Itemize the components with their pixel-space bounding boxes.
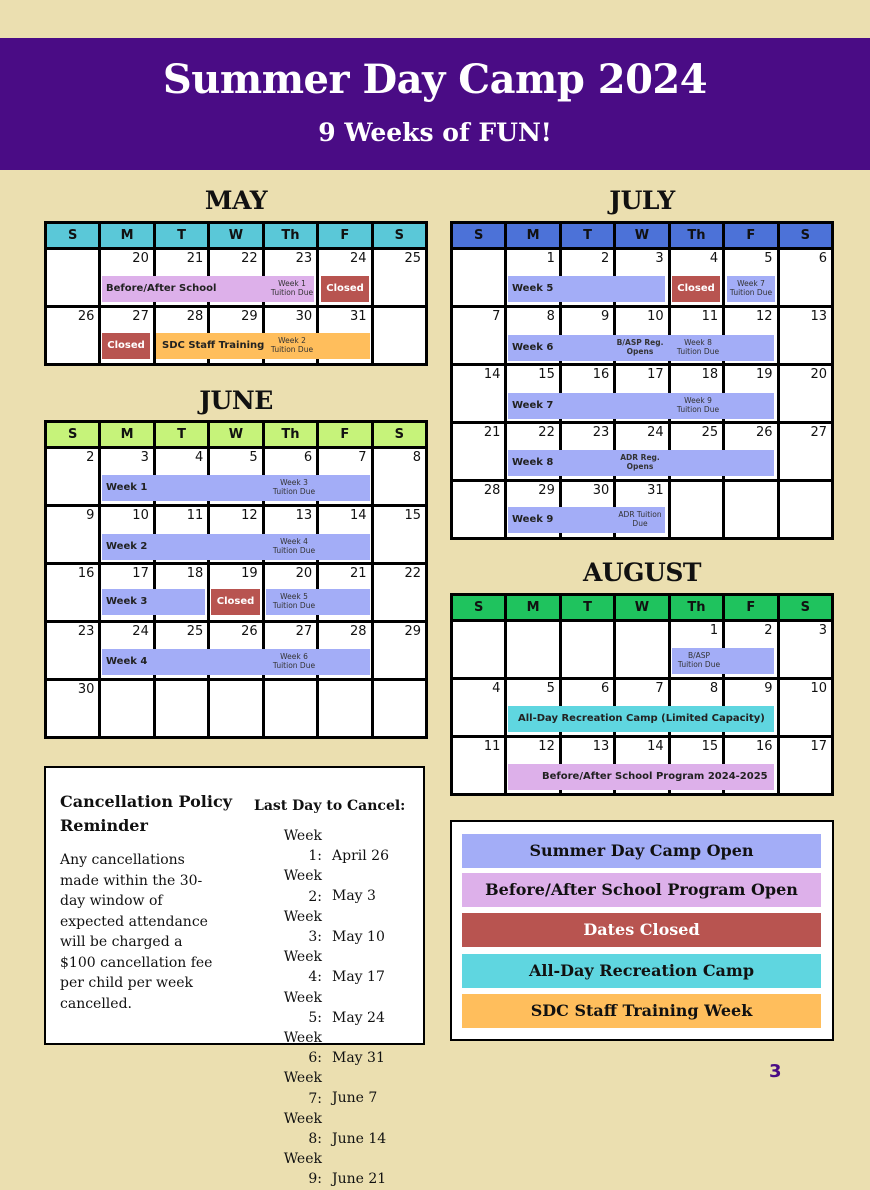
calendar-day: 12 (724, 307, 778, 365)
calendar-day: 23 (560, 423, 614, 481)
calendar-day: 25 (372, 249, 426, 307)
calendar-day: 29 (372, 622, 426, 680)
deadline-date: April 26 (332, 848, 389, 865)
title-banner (0, 38, 870, 170)
calendar-day: 3 (778, 621, 832, 679)
calendar-day: 30 (46, 680, 100, 738)
calendar-day: 30 (560, 481, 614, 539)
cancel-deadline-heading: Last Day to Cancel: (254, 798, 406, 814)
legend-staff-training: SDC Staff Training Week (462, 994, 821, 1028)
calendar-day: 27 (263, 622, 317, 680)
calendar-day: 6 (263, 448, 317, 506)
deadline-row (266, 907, 389, 947)
month-title-july: JULY (609, 186, 675, 215)
calendar-day: 21 (452, 423, 506, 481)
calendar-may (44, 221, 428, 366)
calendar-day (724, 481, 778, 539)
calendar-day: 13 (560, 737, 614, 795)
calendar-day: 11 (154, 506, 208, 564)
event-note: ADR Reg. Opens (620, 453, 660, 471)
calendar-day (778, 481, 832, 539)
calendar-day: 21 (154, 249, 208, 307)
calendar-day (452, 621, 506, 679)
event-note: Week 9 Tuition Due (676, 396, 720, 414)
cancellation-policy (44, 766, 425, 1188)
calendar-day: 16 (46, 564, 100, 622)
legend-recreation-camp: All-Day Recreation Camp (462, 954, 821, 988)
calendar-day: 20 (263, 564, 317, 622)
calendar-day: 8 (372, 448, 426, 506)
calendar-day: 22 (372, 564, 426, 622)
calendar-day: 17 (100, 564, 154, 622)
calendar-day: 30 (263, 307, 317, 365)
deadline-row (266, 866, 389, 906)
calendar-day: 19 (724, 365, 778, 423)
calendar-day: 22 (209, 249, 263, 307)
weekday-header: Th (669, 595, 723, 621)
event-note: Week 7 Tuition Due (729, 279, 773, 297)
calendar-day: 7 (615, 679, 669, 737)
calendar-day (560, 621, 614, 679)
calendar-day: 20 (100, 249, 154, 307)
calendar-day: 31 (615, 481, 669, 539)
color-legend (450, 820, 834, 1041)
calendar-grid (450, 221, 834, 540)
calendar-day: 24 (615, 423, 669, 481)
calendar-day: 14 (452, 365, 506, 423)
calendar-day: 18 (154, 564, 208, 622)
deadline-date: May 3 (332, 888, 376, 905)
calendar-day (372, 307, 426, 365)
policy-heading: Cancellation Policy Reminder (60, 792, 232, 835)
weekday-header: W (209, 422, 263, 448)
deadline-date: May 24 (332, 1009, 385, 1026)
deadline-week: Week 3: (283, 908, 322, 946)
calendar-day: 12 (209, 506, 263, 564)
calendar-day: 2 (46, 448, 100, 506)
deadline-date: June 21 (332, 1171, 387, 1188)
calendar-day (372, 680, 426, 738)
event-label: Before/After School (106, 283, 217, 294)
calendar-august (450, 593, 834, 796)
calendar-day: 31 (318, 307, 372, 365)
deadline-week: Week 8: (283, 1110, 322, 1148)
weekday-header: F (724, 595, 778, 621)
calendar-day: 6 (778, 249, 832, 307)
event-note: Week 8 Tuition Due (676, 338, 720, 356)
weekday-header: S (372, 223, 426, 249)
deadline-week: Week 1: (283, 828, 322, 865)
deadline-date: May 31 (332, 1050, 385, 1067)
calendar-day: 8 (669, 679, 723, 737)
calendar-july (450, 221, 834, 540)
calendar-day: 29 (209, 307, 263, 365)
event-label: Week 1 (106, 482, 148, 493)
calendar-grid (44, 420, 428, 739)
calendar-day: 13 (778, 307, 832, 365)
calendar-day: 28 (318, 622, 372, 680)
calendar-day (452, 249, 506, 307)
page-title: Summer Day Camp 2024 (162, 56, 708, 103)
calendar-day: 22 (506, 423, 560, 481)
weekday-header: Th (669, 223, 723, 249)
calendar-day: 26 (724, 423, 778, 481)
deadline-date: May 17 (332, 969, 385, 986)
page-subtitle: 9 Weeks of FUN! (318, 118, 552, 147)
event-label: Week 4 (106, 656, 148, 667)
calendar-day (263, 680, 317, 738)
calendar-day: 3 (615, 249, 669, 307)
calendar-day: 9 (724, 679, 778, 737)
calendar-day: 28 (452, 481, 506, 539)
weekday-header: W (209, 223, 263, 249)
weekday-header: S (778, 595, 832, 621)
event-note: Week 4 Tuition Due (272, 537, 316, 555)
weekday-header: W (615, 595, 669, 621)
deadline-week: Week 4: (283, 949, 322, 986)
calendar-day: 28 (154, 307, 208, 365)
calendar-day: 19 (209, 564, 263, 622)
legend-camp-open: Summer Day Camp Open (462, 834, 821, 868)
deadline-row (266, 1028, 389, 1068)
calendar-day: 14 (615, 737, 669, 795)
weekday-header: S (46, 223, 100, 249)
event-label: Week 9 (512, 514, 554, 525)
event-label: Week 7 (512, 400, 554, 411)
calendar-day: 26 (46, 307, 100, 365)
calendar-day: 9 (46, 506, 100, 564)
deadline-week: Week 6: (283, 1030, 322, 1067)
weekday-header: M (506, 595, 560, 621)
calendar-day (209, 680, 263, 738)
event-label: Closed (107, 340, 145, 351)
calendar-day: 11 (669, 307, 723, 365)
weekday-header: T (154, 422, 208, 448)
calendar-day: 15 (669, 737, 723, 795)
event-note: ADR Tuition Due (618, 510, 662, 528)
calendar-day: 8 (506, 307, 560, 365)
weekday-header: M (100, 422, 154, 448)
legend-dates-closed: Dates Closed (462, 913, 821, 947)
weekday-header: S (452, 595, 506, 621)
calendar-day: 4 (154, 448, 208, 506)
event-label: Closed (677, 283, 715, 294)
page-number: 3 (769, 1061, 782, 1082)
calendar-day: 18 (669, 365, 723, 423)
calendar-day: 2 (724, 621, 778, 679)
weekday-header: Th (263, 422, 317, 448)
event-note: Week 3 Tuition Due (272, 478, 316, 496)
weekday-header: S (778, 223, 832, 249)
calendar-day: 29 (506, 481, 560, 539)
calendar-day (154, 680, 208, 738)
policy-text: Any cancellations made within the 30-day window of expected attendance will be charged a $100 cancellation fee per child per week cancelled. (60, 852, 213, 1012)
weekday-header: T (560, 223, 614, 249)
calendar-day: 24 (100, 622, 154, 680)
calendar-day: 25 (669, 423, 723, 481)
calendar-day: 17 (778, 737, 832, 795)
month-title-june: JUNE (199, 386, 273, 415)
calendar-day: 1 (506, 249, 560, 307)
calendar-day: 10 (100, 506, 154, 564)
calendar-day: 4 (669, 249, 723, 307)
calendar-day: 10 (615, 307, 669, 365)
weekday-header: T (154, 223, 208, 249)
deadline-date: June 7 (332, 1090, 378, 1107)
deadline-row (266, 947, 389, 987)
calendar-day (46, 249, 100, 307)
weekday-header: F (724, 223, 778, 249)
calendar-day: 27 (100, 307, 154, 365)
weekday-header: S (372, 422, 426, 448)
deadline-week: Week 2: (283, 868, 322, 905)
event-label: Closed (216, 596, 255, 607)
weekday-header: M (506, 223, 560, 249)
weekday-header: M (100, 223, 154, 249)
calendar-day (669, 481, 723, 539)
deadline-week: Week 7: (283, 1070, 322, 1107)
calendar-day: 23 (263, 249, 317, 307)
calendar-day: 10 (778, 679, 832, 737)
calendar-day: 15 (372, 506, 426, 564)
deadline-row (266, 826, 389, 866)
calendar-day: 17 (615, 365, 669, 423)
event-label: Week 8 (512, 457, 554, 468)
calendar-day: 5 (506, 679, 560, 737)
calendar-day: 5 (209, 448, 263, 506)
event-note: B/ASP Reg. Opens (616, 338, 664, 356)
weekday-header: S (452, 223, 506, 249)
deadline-week: Week 5: (283, 989, 322, 1026)
event-label: Week 2 (106, 541, 148, 552)
calendar-june (44, 420, 428, 739)
calendar-day: 6 (560, 679, 614, 737)
calendar-grid (450, 593, 834, 796)
calendar-day: 4 (452, 679, 506, 737)
deadline-row (266, 988, 389, 1028)
cancel-deadline-list (266, 826, 389, 1190)
calendar-day: 3 (100, 448, 154, 506)
calendar-day: 7 (452, 307, 506, 365)
calendar-day: 16 (724, 737, 778, 795)
legend-before-after: Before/After School Program Open (462, 873, 821, 907)
calendar-day: 11 (452, 737, 506, 795)
calendar-day (615, 621, 669, 679)
calendar-day: 15 (506, 365, 560, 423)
calendar-day: 2 (560, 249, 614, 307)
deadline-row (266, 1068, 389, 1108)
calendar-day: 24 (318, 249, 372, 307)
calendar-grid (44, 221, 428, 366)
calendar-day: 13 (263, 506, 317, 564)
deadline-date: May 10 (332, 929, 385, 946)
event-note: Week 1 Tuition Due (270, 279, 314, 297)
deadline-week: Week 9: (283, 1151, 322, 1188)
event-note: Week 2 Tuition Due (270, 336, 314, 354)
calendar-day: 5 (724, 249, 778, 307)
calendar-day: 9 (560, 307, 614, 365)
calendar-day (100, 680, 154, 738)
month-title-august: AUGUST (582, 558, 701, 587)
deadline-row (266, 1149, 389, 1189)
weekday-header: W (615, 223, 669, 249)
deadline-row (266, 1109, 389, 1149)
event-note: Week 5 Tuition Due (272, 592, 316, 610)
event-label: All-Day Recreation Camp (Limited Capacity) (518, 713, 765, 724)
event-label: Closed (326, 283, 364, 294)
calendar-day (506, 621, 560, 679)
weekday-header: F (318, 422, 372, 448)
weekday-header: F (318, 223, 372, 249)
event-note: Week 6 Tuition Due (272, 652, 316, 670)
calendar-day: 27 (778, 423, 832, 481)
event-label: Week 5 (512, 283, 554, 294)
calendar-day: 12 (506, 737, 560, 795)
event-note: B/ASP Tuition Due (677, 651, 721, 669)
calendar-day: 7 (318, 448, 372, 506)
weekday-header: Th (263, 223, 317, 249)
weekday-header: S (46, 422, 100, 448)
event-label: Before/After School Program 2024-2025 (542, 771, 768, 782)
event-label: Week 3 (106, 596, 148, 607)
calendar-day: 23 (46, 622, 100, 680)
event-label: Week 6 (512, 342, 554, 353)
calendar-day: 1 (669, 621, 723, 679)
event-label: SDC Staff Training (162, 340, 265, 351)
deadline-date: June 14 (332, 1131, 387, 1148)
calendar-day: 16 (560, 365, 614, 423)
month-title-may: MAY (204, 186, 268, 215)
calendar-day: 26 (209, 622, 263, 680)
weekday-header: T (560, 595, 614, 621)
calendar-day (318, 680, 372, 738)
calendar-day: 25 (154, 622, 208, 680)
calendar-day: 14 (318, 506, 372, 564)
calendar-day: 21 (318, 564, 372, 622)
calendar-day: 20 (778, 365, 832, 423)
